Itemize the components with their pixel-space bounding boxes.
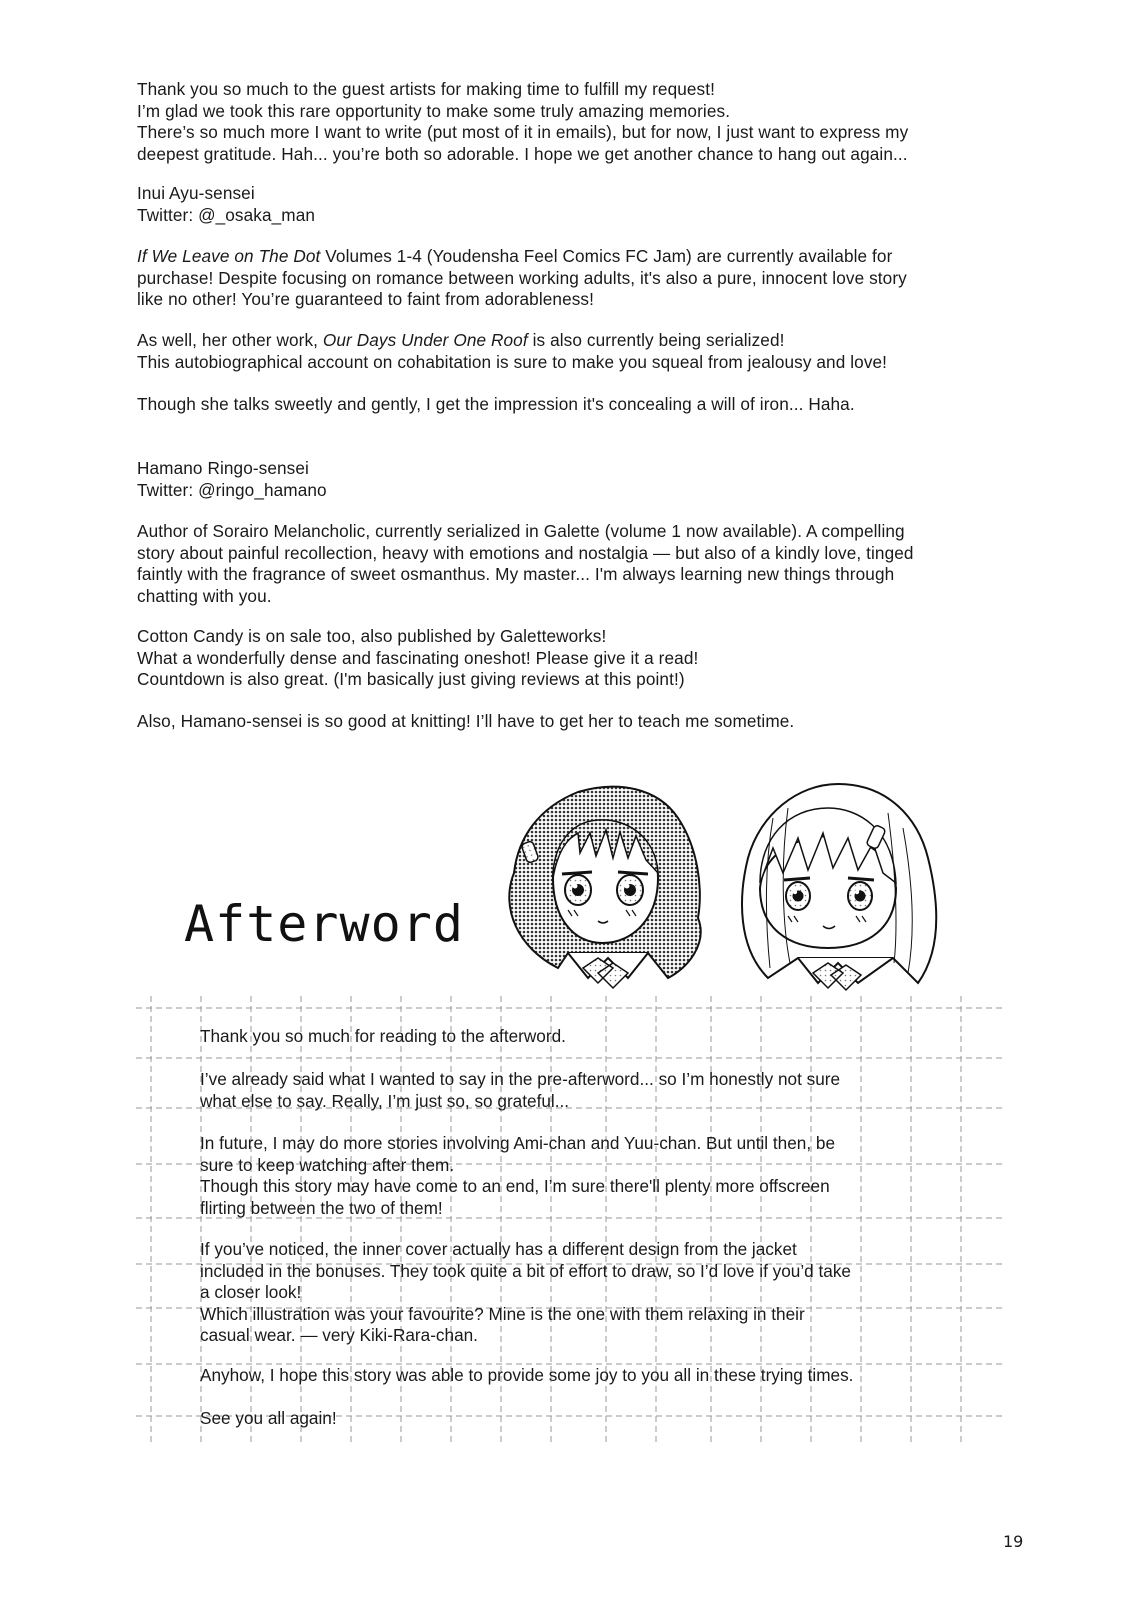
text-line: included in the bonuses. They took quite a bit of effort to draw, so I’d love if you’d take bbox=[200, 1260, 851, 1281]
text-line: sure to keep watching after them. bbox=[200, 1154, 455, 1175]
artist-twitter: Twitter: @ringo_hamano bbox=[137, 479, 327, 500]
text-line: In future, I may do more stories involving Ami-chan and Yuu-chan. But until then, be bbox=[200, 1133, 836, 1153]
text-line: There’s so much more I want to write (put most of it in emails), but for now, I just want to express my bbox=[137, 122, 909, 143]
text-line: Thank you so much to the guest artists for making time to fulfill my request! bbox=[137, 79, 715, 99]
inui-work-paragraph bbox=[137, 246, 1017, 311]
text-line: story about painful recollection, heavy with emotions and nostalgia — but also of a kindly love, tinged bbox=[137, 542, 914, 563]
afterword-paragraph-1: Thank you so much for reading to the afterword. bbox=[200, 1026, 566, 1046]
text-span: Volumes 1-4 (Youdensha Feel Comics FC Jam) are currently available for bbox=[320, 246, 893, 266]
text-line: deepest gratitude. Hah... you’re both so adorable. I hope we get another chance to hang out again... bbox=[137, 143, 908, 164]
page-number: 19 bbox=[1003, 1532, 1024, 1551]
afterword-paragraph-5: Anyhow, I hope this story was able to provide some joy to you all in these trying times. bbox=[200, 1365, 854, 1385]
text-line: Though she talks sweetly and gently, I get the impression it's concealing a will of iron... Haha. bbox=[137, 394, 855, 414]
text-line: chatting with you. bbox=[137, 585, 272, 606]
afterword-heading: Afterword bbox=[184, 895, 464, 953]
text-line: Also, Hamano-sensei is so good at knitting! I’ll have to get her to teach me sometime. bbox=[137, 711, 795, 731]
hamano-other-works-paragraph bbox=[137, 626, 1017, 691]
afterword-paragraph-6: See you all again! bbox=[200, 1408, 337, 1428]
artist-twitter: Twitter: @_osaka_man bbox=[137, 204, 316, 225]
text-line: a closer look! bbox=[200, 1282, 302, 1303]
guest-thanks-paragraph bbox=[137, 79, 1017, 165]
hamano-work-paragraph bbox=[137, 521, 1017, 607]
two-girls-illustration bbox=[498, 778, 978, 1003]
text-line: Author of Sorairo Melancholic, currently serialized in Galette (volume 1 now available). A compelling bbox=[137, 521, 905, 541]
text-line: casual wear. — very Kiki-Rara-chan. bbox=[200, 1325, 478, 1346]
inui-closing bbox=[137, 394, 1017, 416]
text-line: flirting between the two of them! bbox=[200, 1197, 443, 1218]
text-span: is also currently being serialized! bbox=[527, 330, 785, 350]
artist-name: Inui Ayu-sensei bbox=[137, 183, 255, 203]
afterword-paragraph-2 bbox=[200, 1069, 960, 1112]
light-haired-girl bbox=[742, 784, 936, 990]
hamano-credit bbox=[137, 458, 1017, 501]
inui-credit bbox=[137, 183, 1017, 226]
text-line: Cotton Candy is on sale too, also published by Galetteworks! bbox=[137, 626, 607, 646]
text-line: Which illustration was your favourite? Mine is the one with them relaxing in their bbox=[200, 1303, 805, 1324]
afterword-paragraph-3 bbox=[200, 1133, 960, 1219]
text-line bbox=[137, 330, 1017, 352]
text-line: This autobiographical account on cohabitation is sure to make you squeal from jealousy and love! bbox=[137, 351, 888, 372]
dark-haired-girl bbox=[509, 787, 700, 988]
text-line: I’ve already said what I wanted to say in the pre-afterword... so I’m honestly not sure bbox=[200, 1069, 841, 1089]
text-line: Countdown is also great. (I'm basically just giving reviews at this point!) bbox=[137, 669, 685, 690]
work-title: If We Leave on The Dot bbox=[137, 246, 321, 266]
hamano-closing bbox=[137, 711, 1017, 733]
text-span: As well, her other work, bbox=[137, 330, 323, 350]
text-line: like no other! You’re guaranteed to faint from adorableness! bbox=[137, 289, 594, 310]
text-line: Though this story may have come to an end, I’m sure there'll plenty more offscreen bbox=[200, 1176, 830, 1197]
afterword-paragraph-4 bbox=[200, 1239, 960, 1347]
text-line: faintly with the fragrance of sweet osmanthus. My master... I'm always learning new things through bbox=[137, 564, 895, 585]
artist-name: Hamano Ringo-sensei bbox=[137, 458, 309, 478]
text-line bbox=[137, 246, 1017, 268]
work-title: Our Days Under One Roof bbox=[322, 330, 528, 350]
inui-other-work-paragraph bbox=[137, 330, 1017, 373]
text-line: If you’ve noticed, the inner cover actually has a different design from the jacket bbox=[200, 1239, 797, 1259]
text-line: I’m glad we took this rare opportunity to make some truly amazing memories. bbox=[137, 100, 731, 121]
text-line: what else to say. Really, I’m just so, so grateful... bbox=[200, 1090, 570, 1111]
text-line: What a wonderfully dense and fascinating oneshot! Please give it a read! bbox=[137, 647, 699, 668]
dashed-grid-background bbox=[136, 996, 1006, 1466]
text-line: purchase! Despite focusing on romance between working adults, it's also a pure, innocent love story bbox=[137, 267, 907, 288]
